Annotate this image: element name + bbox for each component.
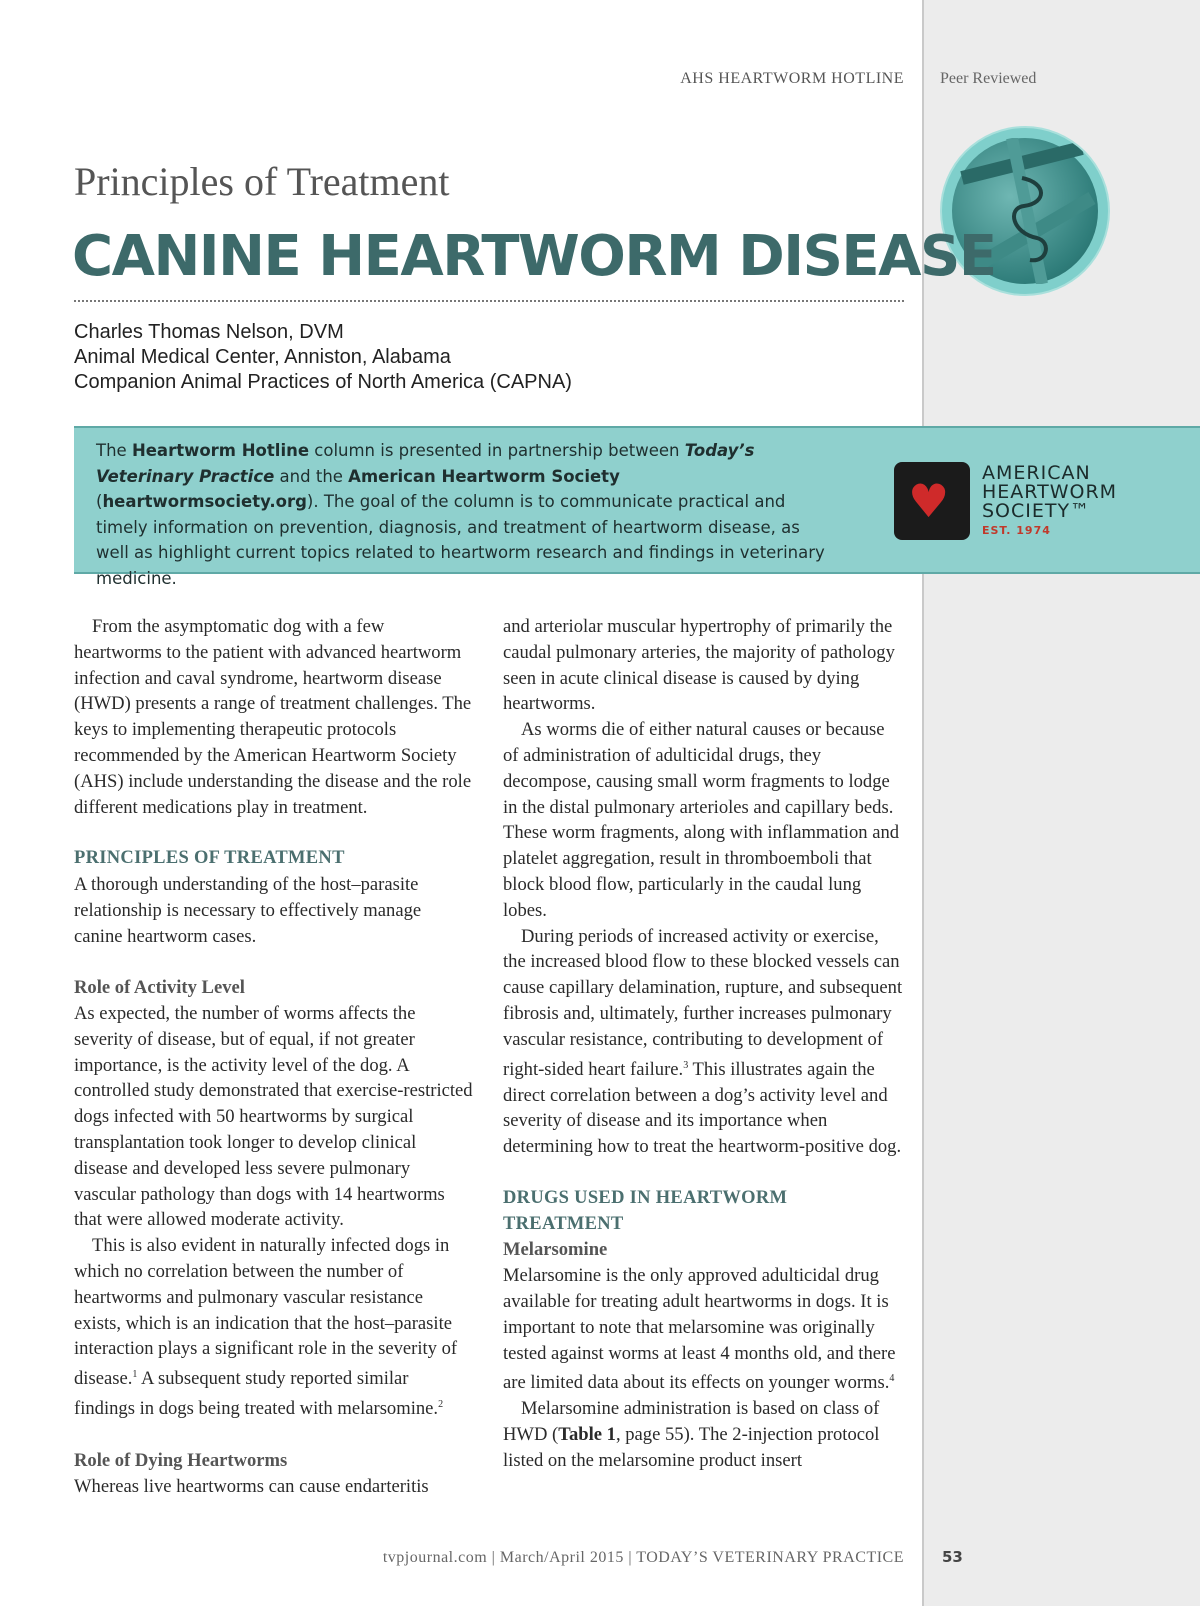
reference-marker: 1: [132, 1369, 138, 1381]
paragraph: Melarsomine is the only approved adulticidal drug available for treating adult heartworms in dogs. It is important to note that melarsomine was originally tested against worms at least 4 months old, and there are limited data about its effects on younger worms.$^4$: [503, 1265, 896, 1394]
section-header: AHS HEARTWORM HOTLINE: [680, 70, 904, 87]
paragraph: Melarsomine administration is based on class of HWD (Table 1, page 55). The 2-injection protocol listed on the melarsomine product insert: [503, 1398, 880, 1471]
author-affiliation: Animal Medical Center, Anniston, Alabama: [74, 346, 451, 368]
paragraph: As expected, the number of worms affects the severity of disease, but of equal, if not greater importance, is the activity level of the dog. A controlled study demonstrated that exercise-restricted dogs infected with 50 heartworms by surgical transplantation took longer to develop clinical disease and developed less severe pulmonary vascular pathology than dogs with 14 heartworms that were allowed moderate activity.: [74, 1002, 473, 1231]
heart-icon: ♥: [908, 474, 950, 528]
paragraph: During periods of increased activity or exercise, the increased blood flow to these blocked vessels can cause capillary delamination, rupture, and subsequent fibrosis and, ultimately, further increases pulmonary vascular resistance, contributing to development of right-sided heart failure.$^3$ This illustrates again the direct correlation between a dog’s activity level and severity of disease and its importance when determining how to treat the heartworm-positive dog.: [503, 925, 903, 1158]
paragraph: This is also evident in naturally infected dogs in which no correlation between the number of heartworms and pulmonary vascular resistance exists, which is an indication that the host–parasite interaction plays a significant role in the severity of disease.$^1$ A subsequent study reported similar findings in dogs being treated with melarsomine.$^2$: [74, 1235, 458, 1420]
paragraph: From the asymptomatic dog with a few heartworms to the patient with advanced heartworm infection and caval syndrome, heartworm disease (HWD) presents a range of treatment challenges. The keys to implementing therapeutic protocols recommended by the American Heartworm Society (AHS) include understanding the disease and the role different medications play in treatment.: [74, 616, 472, 818]
subsection-heading: Role of Dying Heartworms: [74, 1449, 288, 1471]
author-name: Charles Thomas Nelson, DVM: [74, 321, 344, 343]
body-column-right: [503, 614, 903, 1474]
partnership-banner: [74, 426, 1200, 588]
ahs-logo-icon: [894, 462, 970, 540]
subsection-heading: Melarsomine: [503, 1239, 608, 1261]
peer-reviewed-label: Peer Reviewed: [940, 70, 1037, 87]
title-divider: [74, 300, 904, 302]
reference-marker: 3: [683, 1059, 689, 1071]
section-heading: PRINCIPLES OF TREATMENT: [74, 848, 345, 869]
paragraph: A thorough understanding of the host–parasite relationship is necessary to effectively manage canine heartworm cases.: [74, 873, 422, 947]
author-block: [74, 320, 572, 395]
reference-marker: 2: [438, 1399, 444, 1411]
author-affiliation-2: Companion Animal Practices of North America (CAPNA): [74, 371, 572, 393]
paragraph: and arteriolar muscular hypertrophy of primarily the caudal pulmonary arteries, the majority of pathology seen in acute clinical disease is caused by dying heartworms.: [503, 616, 895, 715]
article-kicker: Principles of Treatment: [74, 159, 450, 204]
society-url: heartwormsociety.org: [102, 492, 307, 511]
paragraph: As worms die of either natural causes or because of administration of adulticidal drugs, they decompose, causing small worm fragments to lodge in the distal pulmonary arterioles and capillary beds. These worm fragments, along with inflammation and platelet aggregation, result in thromboemboli that block blood flow, particularly in the caudal lung lobes.: [503, 719, 900, 921]
banner-text: The Heartworm Hotline column is presented in partnership between Today’s Veterinary Practice and the American Heartworm Society (heartwormsociety.org). The goal of the column is to communicate practical and timely information on prevention, diagnosis, and treatment of heartworm disease, as well as highlight current topics related to heartworm research and findings in veterinary medicine.: [96, 441, 825, 588]
article-title: CANINE HEARTWORM DISEASE: [72, 224, 996, 289]
table-reference: Table 1: [558, 1424, 616, 1446]
reference-marker: 4: [889, 1373, 895, 1385]
page-footer: tvpjournal.com | March/April 2015 | TODAY’S VETERINARY PRACTICE: [382, 1549, 904, 1566]
section-heading: DRUGS USED IN HEARTWORM TREATMENT: [503, 1187, 788, 1234]
ahs-logo-wordmark: AMERICAN HEARTWORM SOCIETY™ EST. 1974: [982, 462, 1118, 537]
page-number: 53: [942, 1548, 963, 1566]
paragraph: Whereas live heartworms can cause endarteritis: [74, 1475, 429, 1497]
body-column-left: [74, 614, 474, 1499]
subsection-heading: Role of Activity Level: [74, 977, 245, 999]
